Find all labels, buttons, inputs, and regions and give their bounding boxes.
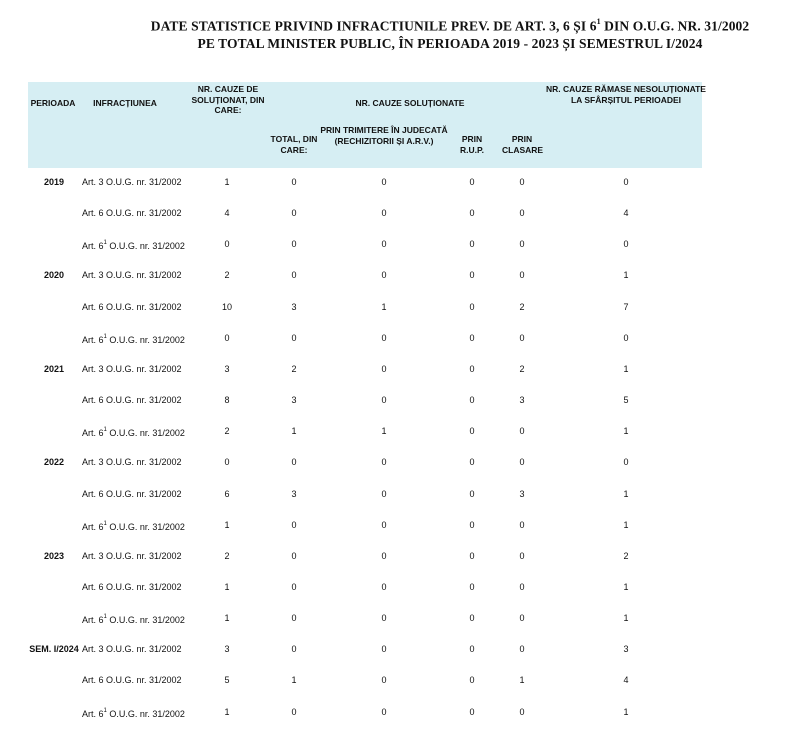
article-superscript: 1 — [103, 427, 107, 433]
infractiune-label — [82, 675, 182, 686]
value-prin-clasare: 0 — [519, 644, 525, 654]
value-prin-clasare: 0 — [519, 239, 525, 249]
value-ramase-nesolutionate: 3 — [623, 644, 629, 654]
value-prin-rup: 0 — [469, 675, 475, 685]
value-prin-trimitere: 0 — [381, 644, 387, 654]
value-ramase-nesolutionate: 1 — [623, 520, 629, 530]
value-prin-trimitere: 0 — [381, 395, 387, 405]
value-prin-clasare: 2 — [519, 364, 525, 374]
header-nr-cauze-de-solutionat: NR. CAUZE DE SOLUȚIONAT, DIN CARE: — [191, 84, 265, 115]
value-prin-rup: 0 — [469, 426, 475, 436]
infractiune-label — [82, 364, 182, 375]
infractiune-label — [82, 644, 182, 655]
ordinance-reference: O.U.G. nr. 31/2002 — [103, 551, 182, 561]
value-cauze-de-solutionat: 3 — [224, 364, 230, 374]
article-number: Art. 6 — [82, 582, 104, 592]
value-total-solutionate: 3 — [291, 489, 297, 499]
infractiune-label — [82, 707, 185, 720]
infractiune-label — [82, 582, 182, 593]
value-ramase-nesolutionate: 0 — [623, 239, 629, 249]
article-number: Art. 6 — [82, 428, 104, 438]
value-cauze-de-solutionat: 2 — [224, 551, 230, 561]
infractiune-label — [82, 177, 182, 188]
value-prin-rup: 0 — [469, 644, 475, 654]
value-prin-trimitere: 1 — [381, 426, 387, 436]
article-number: Art. 6 — [82, 522, 104, 532]
value-prin-rup: 0 — [469, 270, 475, 280]
value-prin-clasare: 3 — [519, 395, 525, 405]
value-prin-clasare: 2 — [519, 302, 525, 312]
value-cauze-de-solutionat: 6 — [224, 489, 230, 499]
value-prin-clasare: 0 — [519, 333, 525, 343]
value-prin-clasare: 0 — [519, 707, 525, 717]
title-line-1-superscript: 1 — [596, 17, 601, 26]
value-ramase-nesolutionate: 1 — [623, 364, 629, 374]
ordinance-reference: O.U.G. nr. 31/2002 — [106, 428, 185, 438]
article-number: Art. 3 — [82, 177, 104, 187]
value-total-solutionate: 0 — [291, 208, 297, 218]
value-ramase-nesolutionate: 1 — [623, 270, 629, 280]
value-cauze-de-solutionat: 0 — [224, 333, 230, 343]
value-prin-trimitere: 0 — [381, 520, 387, 530]
header-infractiunea: INFRACȚIUNEA — [93, 98, 157, 108]
ordinance-reference: O.U.G. nr. 31/2002 — [103, 675, 182, 685]
infractiune-label — [82, 395, 182, 406]
value-prin-clasare: 0 — [519, 426, 525, 436]
value-total-solutionate: 3 — [291, 302, 297, 312]
article-number: Art. 3 — [82, 457, 104, 467]
article-superscript: 1 — [103, 614, 107, 620]
value-prin-rup: 0 — [469, 457, 475, 467]
value-cauze-de-solutionat: 1 — [224, 707, 230, 717]
ordinance-reference: O.U.G. nr. 31/2002 — [103, 177, 182, 187]
header-prin-trimitere: PRIN TRIMITERE ÎN JUDECATĂ (RECHIZITORII ȘI A.R.V.) — [320, 125, 448, 146]
value-ramase-nesolutionate: 0 — [623, 333, 629, 343]
value-cauze-de-solutionat: 1 — [224, 177, 230, 187]
value-ramase-nesolutionate: 2 — [623, 551, 629, 561]
value-prin-clasare: 0 — [519, 457, 525, 467]
value-prin-rup: 0 — [469, 582, 475, 592]
value-total-solutionate: 0 — [291, 457, 297, 467]
value-prin-trimitere: 0 — [381, 707, 387, 717]
value-total-solutionate: 0 — [291, 582, 297, 592]
value-total-solutionate: 3 — [291, 395, 297, 405]
value-prin-trimitere: 0 — [381, 177, 387, 187]
article-number: Art. 6 — [82, 335, 104, 345]
ordinance-reference: O.U.G. nr. 31/2002 — [103, 364, 182, 374]
value-cauze-de-solutionat: 1 — [224, 520, 230, 530]
value-prin-clasare: 0 — [519, 270, 525, 280]
ordinance-reference: O.U.G. nr. 31/2002 — [103, 302, 182, 312]
value-cauze-de-solutionat: 4 — [224, 208, 230, 218]
value-prin-rup: 0 — [469, 239, 475, 249]
value-ramase-nesolutionate: 0 — [623, 457, 629, 467]
value-prin-clasare: 1 — [519, 675, 525, 685]
ordinance-reference: O.U.G. nr. 31/2002 — [106, 241, 185, 251]
value-ramase-nesolutionate: 1 — [623, 426, 629, 436]
value-prin-trimitere: 0 — [381, 457, 387, 467]
infractiune-label — [82, 457, 182, 468]
value-ramase-nesolutionate: 4 — [623, 208, 629, 218]
value-total-solutionate: 0 — [291, 707, 297, 717]
value-prin-rup: 0 — [469, 364, 475, 374]
value-total-solutionate: 1 — [291, 675, 297, 685]
article-number: Art. 6 — [82, 241, 104, 251]
article-number: Art. 6 — [82, 302, 104, 312]
value-ramase-nesolutionate: 1 — [623, 613, 629, 623]
ordinance-reference: O.U.G. nr. 31/2002 — [106, 335, 185, 345]
infractiune-label — [82, 302, 182, 313]
article-number: Art. 6 — [82, 395, 104, 405]
value-total-solutionate: 0 — [291, 333, 297, 343]
value-prin-rup: 0 — [469, 489, 475, 499]
value-cauze-de-solutionat: 5 — [224, 675, 230, 685]
value-cauze-de-solutionat: 1 — [224, 582, 230, 592]
value-prin-trimitere: 0 — [381, 364, 387, 374]
value-ramase-nesolutionate: 1 — [623, 582, 629, 592]
value-prin-rup: 0 — [469, 177, 475, 187]
value-prin-trimitere: 0 — [381, 675, 387, 685]
value-prin-clasare: 0 — [519, 551, 525, 561]
value-prin-trimitere: 0 — [381, 208, 387, 218]
value-prin-rup: 0 — [469, 520, 475, 530]
value-ramase-nesolutionate: 4 — [623, 675, 629, 685]
infractiune-label — [82, 489, 182, 500]
value-ramase-nesolutionate: 1 — [623, 707, 629, 717]
value-cauze-de-solutionat: 1 — [224, 613, 230, 623]
value-prin-rup: 0 — [469, 302, 475, 312]
value-prin-trimitere: 0 — [381, 551, 387, 561]
infractiune-label — [82, 426, 185, 439]
infractiune-label — [82, 613, 185, 626]
value-prin-clasare: 0 — [519, 520, 525, 530]
value-prin-trimitere: 0 — [381, 613, 387, 623]
value-total-solutionate: 2 — [291, 364, 297, 374]
value-prin-rup: 0 — [469, 707, 475, 717]
period-label: 2022 — [43, 457, 65, 467]
header-total: TOTAL, DIN CARE: — [270, 134, 318, 155]
value-prin-trimitere: 0 — [381, 333, 387, 343]
value-prin-clasare: 0 — [519, 613, 525, 623]
value-cauze-de-solutionat: 2 — [224, 270, 230, 280]
value-total-solutionate: 1 — [291, 426, 297, 436]
value-total-solutionate: 0 — [291, 644, 297, 654]
infractiune-label — [82, 551, 182, 562]
article-number: Art. 6 — [82, 709, 104, 719]
article-superscript: 1 — [103, 521, 107, 527]
period-label: 2023 — [43, 551, 65, 561]
article-number: Art. 6 — [82, 615, 104, 625]
ordinance-reference: O.U.G. nr. 31/2002 — [106, 615, 185, 625]
header-prin-clasare: PRIN CLASARE — [502, 134, 544, 155]
article-number: Art. 6 — [82, 675, 104, 685]
value-cauze-de-solutionat: 2 — [224, 426, 230, 436]
value-total-solutionate: 0 — [291, 520, 297, 530]
value-total-solutionate: 0 — [291, 177, 297, 187]
title-line-2: PE TOTAL MINISTER PUBLIC, ÎN PERIOADA 2019 - 2023 ȘI SEMESTRUL I/2024 — [197, 35, 703, 51]
infractiune-label — [82, 208, 182, 219]
value-prin-trimitere: 0 — [381, 582, 387, 592]
header-ramase-nesolutionate: NR. CAUZE RĂMASE NESOLUȚIONATE LA SFÂRȘITUL PERIOADEI — [546, 84, 706, 105]
value-total-solutionate: 0 — [291, 270, 297, 280]
value-total-solutionate: 0 — [291, 613, 297, 623]
ordinance-reference: O.U.G. nr. 31/2002 — [103, 395, 182, 405]
ordinance-reference: O.U.G. nr. 31/2002 — [106, 522, 185, 532]
article-superscript: 1 — [103, 240, 107, 246]
value-prin-rup: 0 — [469, 395, 475, 405]
header-prin-rup: PRIN R.U.P. — [460, 134, 484, 155]
value-total-solutionate: 0 — [291, 551, 297, 561]
article-number: Art. 6 — [82, 208, 104, 218]
article-number: Art. 3 — [82, 364, 104, 374]
ordinance-reference: O.U.G. nr. 31/2002 — [103, 270, 182, 280]
value-prin-clasare: 0 — [519, 208, 525, 218]
article-number: Art. 6 — [82, 489, 104, 499]
article-superscript: 1 — [103, 334, 107, 340]
value-cauze-de-solutionat: 0 — [224, 457, 230, 467]
value-cauze-de-solutionat: 0 — [224, 239, 230, 249]
period-label: 2019 — [43, 177, 65, 187]
value-prin-trimitere: 0 — [381, 270, 387, 280]
value-prin-rup: 0 — [469, 613, 475, 623]
value-prin-rup: 0 — [469, 551, 475, 561]
ordinance-reference: O.U.G. nr. 31/2002 — [103, 489, 182, 499]
header-nr-cauze-solutionate: NR. CAUZE SOLUȚIONATE — [355, 98, 465, 108]
value-prin-rup: 0 — [469, 333, 475, 343]
value-prin-clasare: 3 — [519, 489, 525, 499]
ordinance-reference: O.U.G. nr. 31/2002 — [103, 457, 182, 467]
infractiune-label — [82, 333, 185, 346]
infractiune-label — [82, 239, 185, 252]
value-ramase-nesolutionate: 7 — [623, 302, 629, 312]
ordinance-reference: O.U.G. nr. 31/2002 — [103, 582, 182, 592]
value-cauze-de-solutionat: 8 — [224, 395, 230, 405]
article-number: Art. 3 — [82, 270, 104, 280]
title-line-1-text: DATE STATISTICE PRIVIND INFRACTIUNILE PREV. DE ART. 3, 6 ȘI 6 — [150, 18, 597, 34]
value-ramase-nesolutionate: 5 — [623, 395, 629, 405]
value-ramase-nesolutionate: 1 — [623, 489, 629, 499]
value-prin-clasare: 0 — [519, 582, 525, 592]
value-prin-trimitere: 0 — [381, 489, 387, 499]
article-number: Art. 3 — [82, 551, 104, 561]
period-label: SEM. I/2024 — [29, 644, 79, 654]
period-label: 2021 — [43, 364, 65, 374]
article-number: Art. 3 — [82, 644, 104, 654]
value-cauze-de-solutionat: 3 — [224, 644, 230, 654]
value-prin-rup: 0 — [469, 208, 475, 218]
value-prin-trimitere: 1 — [381, 302, 387, 312]
ordinance-reference: O.U.G. nr. 31/2002 — [103, 644, 182, 654]
value-ramase-nesolutionate: 0 — [623, 177, 629, 187]
title-line-1-suffix: DIN O.U.G. NR. 31/2002 — [600, 18, 750, 34]
period-label: 2020 — [43, 270, 65, 280]
ordinance-reference: O.U.G. nr. 31/2002 — [103, 208, 182, 218]
value-cauze-de-solutionat: 10 — [221, 302, 233, 312]
infractiune-label — [82, 520, 185, 533]
ordinance-reference: O.U.G. nr. 31/2002 — [106, 709, 185, 719]
article-superscript: 1 — [103, 708, 107, 714]
value-prin-clasare: 0 — [519, 177, 525, 187]
value-prin-trimitere: 0 — [381, 239, 387, 249]
header-perioada: PERIOADA — [30, 98, 76, 108]
infractiune-label — [82, 270, 182, 281]
value-total-solutionate: 0 — [291, 239, 297, 249]
